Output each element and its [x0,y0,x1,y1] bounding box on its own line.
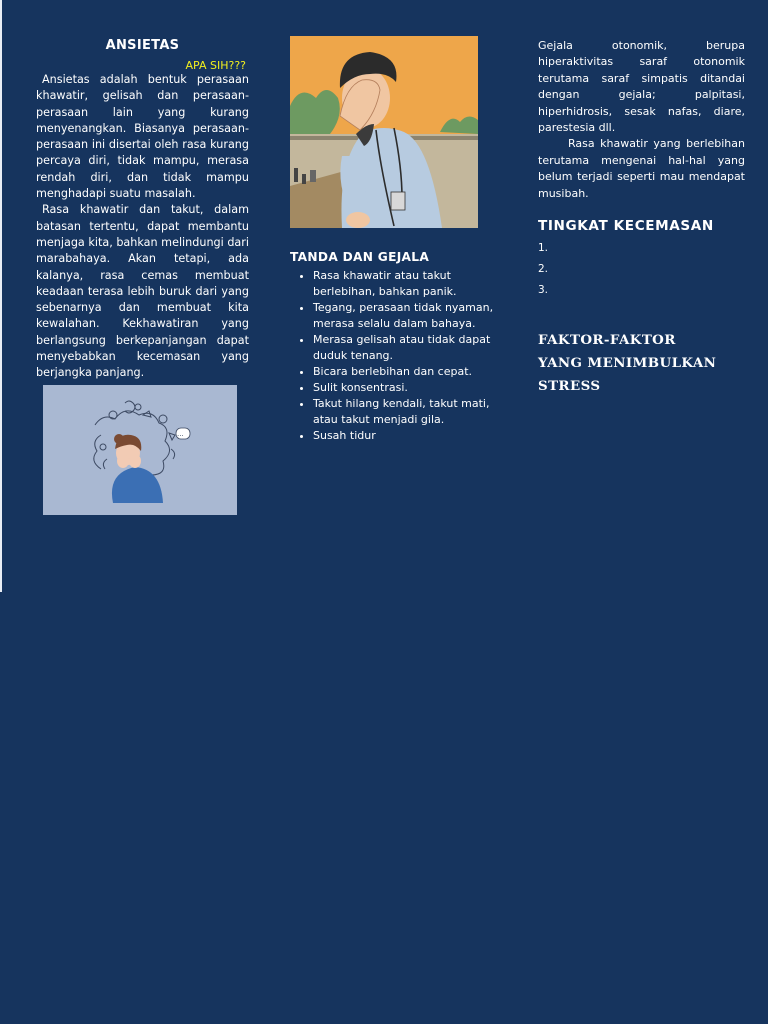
levels-list [538,240,745,303]
levels-heading: TINGKAT KECEMASAN [538,218,714,235]
list-item: • Tegang, perasaan tidak nyaman, merasa selalu dalam bahaya. [313,300,500,332]
svg-text:...: ... [177,430,184,438]
list-item: • Bicara berlebihan dan cepat. [313,364,500,380]
list-item: 1. [538,242,549,255]
list-item: • Takut hilang kendali, takut mati, atau takut menjadi gila. [313,396,500,428]
left-column [36,38,249,382]
factors-heading-line: FAKTOR-FAKTOR [538,332,676,349]
worry-paragraph: Rasa khawatir yang berlebihan terutama mengenai hal-hal yang belum terjadi seperti mau mendapat musibah. [538,137,745,200]
list-item: • Merasa gelisah atau tidak dapat duduk tenang. [313,332,500,364]
middle-column [290,36,500,444]
page-edge-line [0,0,2,592]
stressed-woman-icon [43,385,237,515]
autonomic-paragraph: Gejala otonomik, berupa hiperaktivitas saraf otonomik terutama saraf simpatis ditandai dengan gejala; palpitasi, hiperhidrosis, sesak nafas, diare, parestesia dll. [538,39,745,135]
factors-heading-line: YANG MENIMBULKAN [538,355,717,372]
factors-heading-line: STRESS [538,378,601,395]
page-title: ANSIETAS [105,38,180,53]
intro-paragraph-1: Ansietas adalah bentuk perasaan khawatir, gelisah dan perasaan-perasaan lain yang kurang menyenangkan. Biasanya perasaan-perasaan ini disertai oleh rasa kurang percaya diri, tidak mampu, merasa rendah diri, dan tidak mampu menghadapi suatu masalah. [36,73,249,201]
signs-list [290,268,500,444]
list-item: • Susah tidur [313,428,500,444]
stressed-man-illustration [290,36,478,228]
list-item: • Rasa khawatir atau takut berlebihan, bahkan panik. [313,268,500,300]
signs-heading: TANDA DAN GEJALA [290,250,430,264]
intro-paragraph-2: Rasa khawatir dan takut, dalam batasan tertentu, dapat membantu menjaga kita, bahkan melindungi dari marabahaya. Akan tetapi, ada kalanya, rasa cemas membuat keadaan terasa lebih buruk dari yang sebenarnya dan membuat kita kewalahan. Kekhawatiran yang berlangsung berkepanjangan dapat menyebabkan kecemasan yang berjangka panjang. [36,203,249,380]
list-item: 2. [538,263,549,276]
list-item: • Sulit konsentrasi. [313,380,500,396]
subtitle-question: APA SIH??? [185,59,246,72]
right-column [538,38,745,398]
factors-heading [538,329,745,398]
list-item: 3. [538,284,549,297]
stressed-woman-illustration [43,385,237,515]
